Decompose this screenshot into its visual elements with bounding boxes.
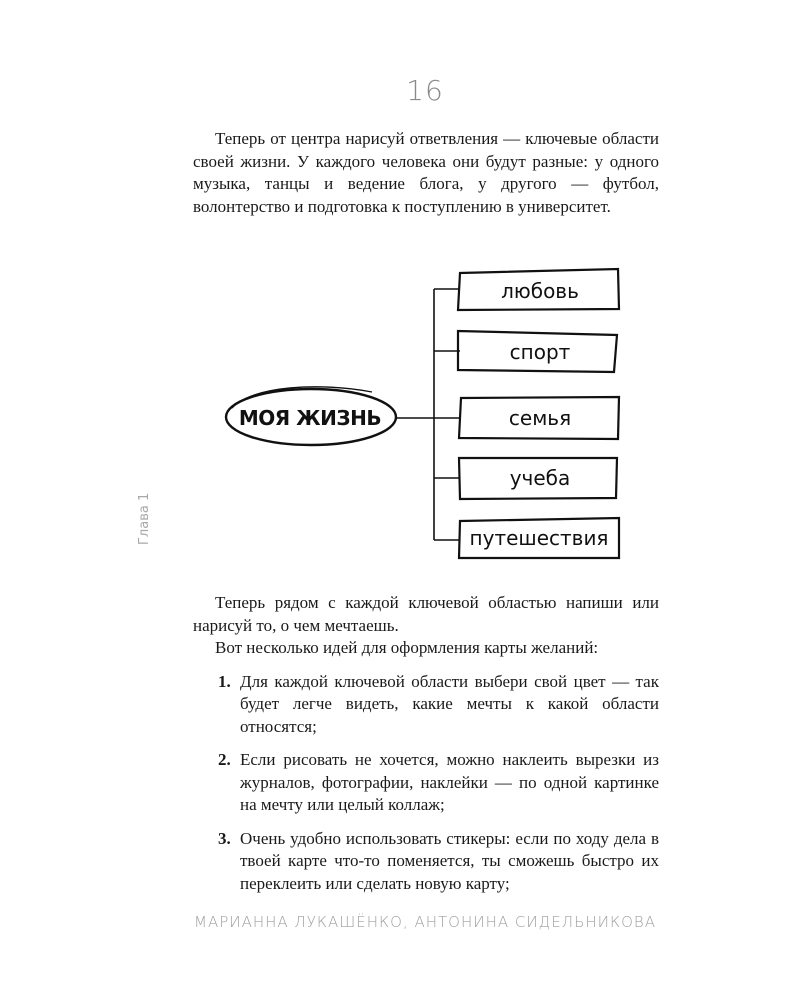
list-item-text: Для каждой ключевой области выбери свой цвет — так будет легче видеть, какие мечты к какой области относятся;	[240, 671, 659, 736]
intro-paragraph: Теперь от центра нарисуй ответвления — ключевые области своей жизни. У каждого человека они будут разные: у одного музыка, танцы и ведение блога, у другого — футбол, волонтерство и подготовка к поступлению в университет.	[193, 129, 659, 216]
list-item	[193, 828, 659, 896]
list-item	[193, 671, 659, 739]
list-item-text: Если рисовать не хочется, можно наклеить вырезки из журналов, фотографии, наклейки — по одной картинке на мечту или целый коллаж;	[240, 750, 659, 814]
list-item	[193, 749, 659, 817]
list-item-text: Очень удобно использовать стикеры: если по ходу дела в твоей карте что-то поменяется, ты сможешь быстро их переклеить или сделать новую карту;	[240, 828, 659, 893]
after-paragraph-1: Теперь рядом с каждой ключевой областью напиши или нарисуй то, о чем мечтаешь.	[193, 593, 659, 635]
branch-label-3: семья	[508, 406, 572, 430]
list-item-number: 1.	[218, 671, 231, 691]
running-footer: МАРИАННА ЛУКАШЁНКО, АНТОНИНА СИДЕЛЬНИКОВА	[194, 913, 656, 931]
after-section	[193, 592, 659, 906]
list-item-number: 3.	[218, 828, 231, 848]
branch-label-4: учеба	[509, 466, 571, 490]
branch-label-5: путешествия	[469, 526, 609, 550]
ideas-list	[193, 671, 659, 896]
chapter-side-label: Глава 1	[137, 492, 152, 545]
center-label: МОЯ ЖИЗНЬ	[238, 406, 382, 430]
after-paragraph-2: Вот несколько идей для оформления карты желаний:	[215, 638, 599, 657]
list-item-number: 2.	[218, 750, 231, 769]
branch-label-1: любовь	[501, 279, 579, 303]
branch-label-2: спорт	[509, 340, 571, 364]
page-number: 16	[406, 74, 444, 107]
